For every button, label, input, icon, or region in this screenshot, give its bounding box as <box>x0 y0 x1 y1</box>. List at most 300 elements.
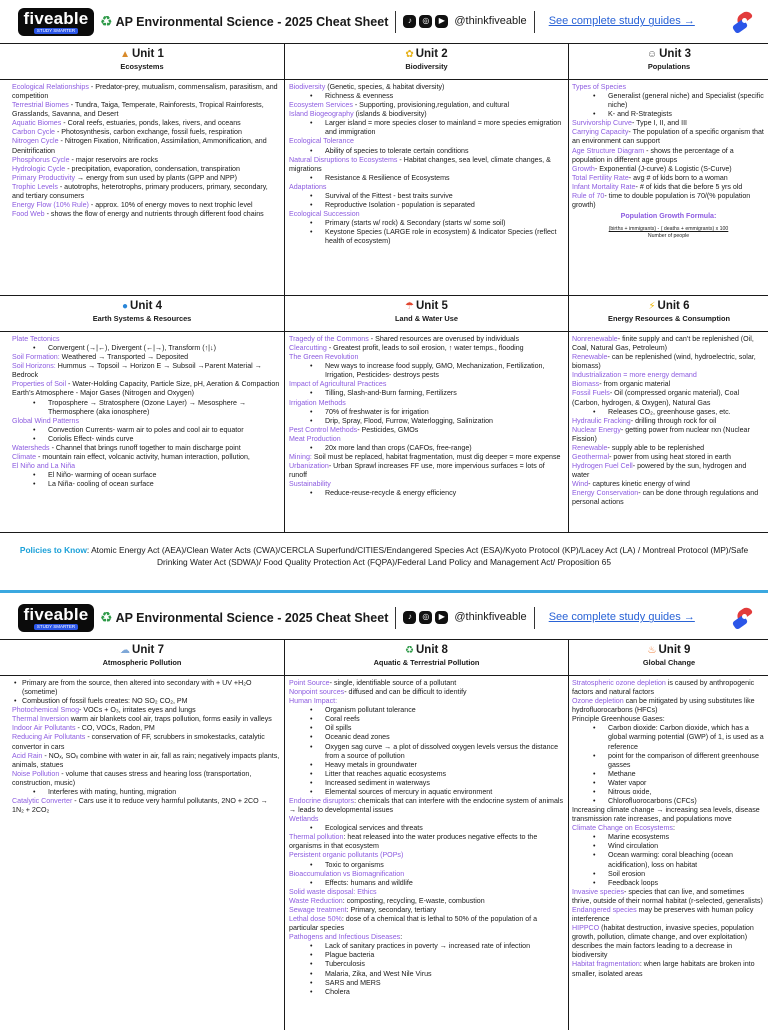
bullet-list <box>289 362 564 380</box>
note-line <box>572 83 765 92</box>
list-item: • Ocean warming: coral bleaching (ocean acidification), loss on habitat <box>572 851 765 869</box>
unit-8-panel <box>285 640 568 1030</box>
term-label: Trophic Levels <box>12 182 58 191</box>
term-description: - Supporting, provisioning,regulation, and cultural <box>352 101 510 110</box>
bullet-list <box>289 444 564 453</box>
term-description: : <box>672 824 675 833</box>
note-line <box>572 192 765 210</box>
note-line <box>12 724 280 733</box>
term-label: Sustainability <box>289 480 331 489</box>
term-description: - mountain rain effect, volcanic activity, human interaction, pollution, <box>36 453 250 462</box>
bullet-list <box>12 426 280 444</box>
recycle-icon: ♻ <box>405 645 414 656</box>
note-line <box>572 371 765 380</box>
note-line <box>289 833 564 851</box>
bullet-list <box>12 471 280 489</box>
term-description: - Greatest profit, leads to soil erosion, ↑ water temps., flooding <box>326 344 524 353</box>
term-label: Renewable <box>572 353 608 362</box>
list-item: • Reproductive Isolation - population is separated <box>289 201 564 210</box>
term-description: - avg # of kids born to a woman <box>628 173 728 182</box>
note-line <box>12 797 280 815</box>
note-line <box>572 183 765 192</box>
note-line <box>289 137 564 146</box>
term-description: warm air blankets cool air, traps pollution, forms easily in valleys <box>68 715 272 724</box>
unit-subtitle: Ecosystems <box>120 62 164 71</box>
row-divider <box>0 532 768 533</box>
list-item: • Interferes with mating, hunting, migration <box>12 788 280 797</box>
unit-body <box>285 80 568 246</box>
term-description: can be mitigated by using substitutes like hydrofluorocarbons (HFCs) <box>572 697 755 715</box>
note-line <box>12 156 280 165</box>
note-line <box>289 101 564 110</box>
term-label: Indoor Air Pollutants <box>12 724 76 733</box>
list-item: • Generalist (general niche) and Specialist (specific niche) <box>572 92 765 110</box>
policies-to-know <box>0 544 768 568</box>
fire-icon: ♨ <box>647 645 657 656</box>
term-label: Renewable <box>572 443 608 452</box>
unit-title: Unit 8 <box>416 644 448 656</box>
bullet-list <box>12 399 280 417</box>
term-description: - Water-Holding Capacity, Particle Size, pH, Aeration & Compaction Earth’s Atmosphere - Major Gases (Nitrogen and Oxygen) <box>12 380 280 398</box>
term-label: Irrigation Methods <box>289 398 346 407</box>
term-description: - Photosynthesis, carbon exchange, fossil fuels, respiration <box>54 128 242 137</box>
instagram-icon[interactable]: ◎ <box>419 15 432 28</box>
bullet-list <box>289 942 564 996</box>
note-line <box>12 770 280 788</box>
cloud-icon: ☁ <box>120 645 131 656</box>
rocket-icon <box>730 9 756 35</box>
note-line <box>12 417 280 426</box>
page-title: AP Environmental Science - 2025 Cheat Sheet <box>115 14 389 29</box>
list-item: • Primary are from the source, then altered into secondary with + UV +H₂O (sometime) <box>12 679 280 697</box>
term-description: - diffused and can be difficult to identify <box>344 688 467 697</box>
note-line <box>572 888 765 906</box>
fiveable-logo[interactable] <box>18 8 94 36</box>
note-line <box>289 797 564 815</box>
divider <box>534 607 535 629</box>
list-item: • Reduce-reuse-recycle & energy efficiency <box>289 489 564 498</box>
note-line <box>572 480 765 489</box>
note-line <box>572 353 765 371</box>
term-label: Geothermal <box>572 453 610 462</box>
unit-title: Unit 7 <box>132 644 164 656</box>
tiktok-icon[interactable]: ♪ <box>403 15 416 28</box>
term-description: - precipitation, evaporation, condensation, transpiration <box>65 164 240 173</box>
unit-subtitle: Populations <box>647 62 691 71</box>
note-line <box>572 335 765 353</box>
list-item: • Larger island = more species closer to mainland = more species emigration and immigration <box>289 119 564 137</box>
note-line <box>572 380 765 389</box>
term-label: Persistent organic pollutants (POPs) <box>289 851 404 860</box>
term-label: Acid Rain <box>12 751 43 760</box>
unit-body <box>569 332 768 507</box>
mountain-icon: ▲ <box>120 49 130 60</box>
term-label: Mining: <box>289 453 312 462</box>
term-label: Sewage treatment <box>289 905 347 914</box>
term-label: Nonrenewable <box>572 335 618 343</box>
term-label: Solid waste disposal: Ethics <box>289 887 377 896</box>
list-item: • Wind circulation <box>572 842 765 851</box>
term-label: Photochemical Smog <box>12 706 80 715</box>
unit-7-panel <box>0 640 284 1030</box>
policies-label: Policies to Know <box>19 545 87 555</box>
term-label: Biodiversity <box>289 83 326 91</box>
note-line <box>12 462 280 471</box>
unit-1-panel <box>0 44 284 295</box>
note-line: Principle Greenhouse Gases: <box>572 715 665 724</box>
term-description: (islands & biodiversity) <box>353 110 427 119</box>
page-title: AP Environmental Science - 2025 Cheat Sheet <box>115 610 389 625</box>
term-description: - major reservoirs are rocks <box>69 155 158 164</box>
list-item: • Coral reefs <box>289 715 564 724</box>
term-label: Natural Disruptions to Ecosystems <box>289 155 398 164</box>
list-item: • Ability of species to tolerate certain conditions <box>289 147 564 156</box>
social-handle[interactable]: @thinkfiveable <box>454 15 527 28</box>
note-line <box>572 426 765 444</box>
term-label: Phosphorus Cycle <box>12 155 70 164</box>
note-line <box>12 101 280 119</box>
term-description: - species that can live, and sometimes thrive, outside of their normal habitat (r-selected, generalists) <box>572 887 763 905</box>
list-item: • Plague bacteria <box>289 951 564 960</box>
unit-2-panel <box>285 44 568 295</box>
note-line <box>289 870 564 879</box>
note-line <box>572 697 765 715</box>
term-description: - single, identifiable source of a pollutant <box>329 679 457 687</box>
list-item: • Lack of sanitary practices in poverty → increased rate of infection <box>289 942 564 951</box>
term-label: Waste Reduction <box>289 896 343 905</box>
note-line <box>289 851 564 860</box>
term-description: - conservation of FF, scrubbers in smokestacks, catalytic convertor in cars <box>12 733 265 751</box>
youtube-icon[interactable]: ▶ <box>435 15 448 28</box>
note-line <box>572 389 765 407</box>
term-label: Terrestrial Biomes <box>12 101 69 110</box>
term-label: Types of Species <box>572 83 627 91</box>
unit-subtitle: Global Change <box>642 658 696 667</box>
unit-header <box>285 640 568 676</box>
study-guides-link[interactable]: See complete study guides → <box>548 611 695 624</box>
unit-title: Unit 9 <box>658 644 691 656</box>
unit-title: Unit 1 <box>131 48 164 60</box>
note-line <box>289 679 564 688</box>
term-label: Soil Horizons: <box>12 362 56 371</box>
term-label: Pest Control Methods <box>289 425 358 434</box>
term-label: Human Impact: <box>289 697 338 706</box>
bullet-list <box>289 219 564 246</box>
unit-body <box>0 676 284 815</box>
list-item: • Cholera <box>289 988 564 997</box>
unit-subtitle: Energy Resources & Consumption <box>608 314 730 323</box>
term-label: Rule of 70 <box>572 191 605 200</box>
term-description: - Exponential (J-curve) & Logistic (S-Curve) <box>594 164 732 173</box>
list-item: • K- and R-Strategists <box>572 110 765 119</box>
formula-title: Population Growth Formula: <box>620 212 717 221</box>
note-line <box>289 399 564 408</box>
term-label: Ecosystem Services <box>289 101 353 110</box>
bullet-list <box>289 824 564 833</box>
social-handle[interactable]: @thinkfiveable <box>454 611 527 624</box>
list-item: • Toxic to organisms <box>289 861 564 870</box>
term-label: Total Fertility Rate <box>572 173 629 182</box>
term-label: Tragedy of the Commons <box>289 335 369 343</box>
list-item: • Oil spills <box>289 724 564 733</box>
unit-header <box>569 296 768 332</box>
note-line <box>12 335 280 344</box>
policies-text: : Atomic Energy Act (AEA)/Clean Water Acts (CWA)/CERCLA Superfund/CITIES/Endangered Species Act (ESA)/Kyoto Protocol (KP)/Lacey Act (LA) / Montreal Protocol (MP)/Safe Drinking Water Act (SDWA)/ Food Quality Protection Act (FQPA)/Federal Land Policy and Management Act/ Proposition 65 <box>86 545 749 567</box>
term-label: Thermal Inversion <box>12 715 69 724</box>
bullet-list <box>289 147 564 156</box>
fiveable-logo[interactable] <box>18 604 94 632</box>
note-line <box>289 915 564 933</box>
list-item: • Increased sediment in waterways <box>289 779 564 788</box>
term-label: Habitat fragmentation <box>572 960 640 969</box>
unit-6-panel <box>569 296 768 532</box>
bullet-list <box>289 489 564 498</box>
logo-text: fiveable <box>23 604 89 624</box>
list-item: • 20x more land than crops (CAFOs, free-range) <box>289 444 564 453</box>
unit-body <box>0 80 284 219</box>
bullet-list <box>289 192 564 210</box>
term-description: - CO, VOCs, Radon, PM <box>75 724 155 733</box>
note-line <box>572 906 765 924</box>
note-line <box>12 201 280 210</box>
note-line <box>12 362 280 380</box>
term-label: Bioaccumulation vs Biomagnification <box>289 869 405 878</box>
unit-body <box>285 676 568 997</box>
note-line <box>289 156 564 174</box>
bullet-list <box>289 92 564 101</box>
youtube-icon[interactable]: ▶ <box>435 611 448 624</box>
term-label: Carbon Cycle <box>12 128 55 137</box>
note-line <box>289 933 564 942</box>
term-description: - shows the percentage of a population in different age groups <box>572 146 734 164</box>
list-item: • El Niño- warming of ocean surface <box>12 471 280 480</box>
unit-body <box>285 332 568 498</box>
term-description: : composting, recycling, E-waste, combustion <box>342 896 485 905</box>
term-label: Adaptations <box>289 182 327 191</box>
term-label: Invasive species <box>572 887 625 896</box>
page-header <box>0 0 768 44</box>
unit-body <box>0 332 284 489</box>
term-label: El Niño and La Niña <box>12 462 76 471</box>
unit-title: Unit 3 <box>659 48 692 60</box>
term-label: Energy Conservation <box>572 489 639 498</box>
note-line <box>572 147 765 165</box>
list-item: • Drip, Spray, Flood, Furrow, Waterlogging, Salinization <box>289 417 564 426</box>
term-label: Ecological Relationships <box>12 83 89 91</box>
note-line <box>12 137 280 155</box>
unit-title: Unit 4 <box>130 300 162 312</box>
list-item: • Oceanic dead zones <box>289 733 564 742</box>
list-item: • Convergent (→|←), Divergent (←|→), Transform (↑|↓) <box>12 344 280 353</box>
term-description: - getting power from nuclear rxn (Nuclear Fission) <box>572 425 750 443</box>
term-label: Nonpoint sources <box>289 688 345 697</box>
page-separator <box>0 590 768 593</box>
note-line <box>12 83 280 101</box>
list-item: • Primary (starts w/ rock) & Secondary (starts w/ some soil) <box>289 219 564 228</box>
recycle-icon: ♻ <box>100 608 113 625</box>
term-description: Soil must be replaced, habitat fragmentation, must dig deeper = more expense <box>311 453 561 462</box>
umbrella-icon: ☂ <box>405 301 414 312</box>
term-label: Biomass <box>572 380 600 389</box>
term-label: Ecological Tolerance <box>289 137 354 146</box>
term-description: → energy from sun used by plants (GPP and NPP) <box>75 173 237 182</box>
globe-icon: ● <box>122 301 129 312</box>
bullet-list <box>12 344 280 353</box>
note-line <box>572 174 765 183</box>
list-item: • Richness & evenness <box>289 92 564 101</box>
term-description: - supply able to be replenished <box>607 443 705 452</box>
term-description: - drilling through rock for oil <box>630 416 717 425</box>
note-line <box>572 417 765 426</box>
list-item: • Feedback loops <box>572 879 765 888</box>
instagram-icon[interactable]: ◎ <box>419 611 432 624</box>
term-description: (Genetic, species, & habitat diversity) <box>325 83 445 91</box>
list-item: • Troposphere → Stratosphere (Ozone Layer) → Mesosphere → Thermosphere (aka ionosphere) <box>12 399 280 417</box>
term-description: : chemicals that can interfere with the endocrine system of animals → leads to developmental issues <box>289 797 564 815</box>
note-line <box>289 815 564 824</box>
list-item: • SARS and MERS <box>289 979 564 988</box>
note-line <box>572 960 765 978</box>
note-line <box>12 706 280 715</box>
term-description: - finite supply and can’t be replenished (Oil, Coal, Natural Gas, Petroleum) <box>572 335 754 353</box>
bullet-list <box>572 724 765 806</box>
study-guides-link[interactable]: See complete study guides → <box>548 15 695 28</box>
units-row-2 <box>0 296 768 532</box>
term-label: Climate Change on Ecosystems <box>572 824 673 833</box>
term-label: Watersheds <box>12 443 50 452</box>
unit-3-panel <box>569 44 768 295</box>
term-label: Pathogens and Infectious Diseases <box>289 933 401 942</box>
unit-4-panel <box>0 296 284 532</box>
term-description: : when large habitats are broken into smaller, isolated areas <box>572 960 755 978</box>
note-line <box>289 344 564 353</box>
term-label: Impact of Agricultural Practices <box>289 380 387 389</box>
term-label: Endangered species <box>572 905 637 914</box>
note-line <box>289 897 564 906</box>
term-label: Nitrogen Cycle <box>12 137 59 146</box>
unit-body <box>569 80 768 240</box>
term-description: - Channel that brings runoff together to main discharge point <box>49 443 241 452</box>
term-description: - autotrophs, heterotrophs, primary producers, primary, secondary, and tertiary consumers <box>12 182 268 200</box>
note-line <box>572 679 765 697</box>
note-line <box>289 380 564 389</box>
unit-header <box>0 640 284 676</box>
term-label: Wind <box>572 480 589 489</box>
unit-subtitle: Atmospheric Pollution <box>102 658 182 667</box>
list-item: • Marine ecosystems <box>572 833 765 842</box>
bullet-list <box>572 92 765 119</box>
note-line <box>572 444 765 453</box>
list-item: • Coriolis Effect- winds curve <box>12 435 280 444</box>
bullet-list <box>572 408 765 417</box>
list-item: • La Niña- cooling of ocean surface <box>12 480 280 489</box>
term-label: Properties of Soil <box>12 380 67 389</box>
note-line <box>289 462 564 480</box>
list-item: • New ways to increase food supply, GMO, Mechanization, Fertilization, Irrigation, Pesticides- destroys pests <box>289 362 564 380</box>
note-line: Increasing climate change → increasing sea levels, disease transmission rate increases, and populations move <box>572 806 760 824</box>
bullet-list <box>289 174 564 183</box>
term-label: Wetlands <box>289 815 319 824</box>
list-item: • Soil erosion <box>572 870 765 879</box>
note-line <box>12 733 280 751</box>
term-description: - Pesticides, GMOs <box>357 425 419 434</box>
note-line <box>12 174 280 183</box>
term-label: Energy Flow (10% Rule) <box>12 201 89 210</box>
formula-numerator: (births + immigrants) - ( deaths + emmigrants) x 100 <box>608 226 729 233</box>
unit-subtitle: Biodiversity <box>405 62 448 71</box>
unit-subtitle: Land & Water Use <box>395 314 458 323</box>
term-label: Clearcutting <box>289 344 327 353</box>
bullet-list <box>572 833 765 887</box>
term-description: : heat released into the water produces negative effects to the organisms in that ecosystem <box>289 833 538 851</box>
list-item: • 70% of freshwater is for irrigation <box>289 408 564 417</box>
logo-subtext: STUDY SMARTER <box>34 624 78 630</box>
term-description: - approx. 10% of energy moves to next trophic level <box>88 201 253 210</box>
term-description: - Urban Sprawl increases FF use, more impervious surfaces = lots of runoff <box>289 462 545 480</box>
term-label: Climate <box>12 453 37 462</box>
note-line <box>572 924 765 960</box>
term-label: Point Source <box>289 679 330 687</box>
term-description: Hummus → Topsoil → Horizon E → Subsoil →Parent Material → Bedrock <box>12 362 262 380</box>
term-description: - from organic material <box>599 380 671 389</box>
note-line <box>12 453 280 462</box>
unit-title: Unit 2 <box>415 48 448 60</box>
note-line <box>289 83 564 92</box>
term-label: Thermal pollution <box>289 833 344 842</box>
unit-title: Unit 5 <box>416 300 448 312</box>
note-line <box>572 462 765 480</box>
term-description: - powered by the sun, hydrogen and water <box>572 462 747 480</box>
note-line <box>12 128 280 137</box>
term-label: Endocrine disruptors <box>289 797 355 806</box>
bullet-list <box>289 861 564 870</box>
list-item: • Heavy metals in groundwater <box>289 761 564 770</box>
term-description: - shows the flow of energy and nutrients through different food chains <box>44 210 264 219</box>
term-label: Carrying Capacity <box>572 128 629 137</box>
bullet-list <box>12 788 280 797</box>
rocket-icon <box>730 605 756 631</box>
term-label: Industrialization = more energy demand <box>572 371 697 380</box>
tiktok-icon[interactable]: ♪ <box>403 611 416 624</box>
list-item: • Resistance & Resilience of Ecosystems <box>289 174 564 183</box>
list-item: • Methane <box>572 770 765 779</box>
term-label: Global Wind Patterns <box>12 416 80 425</box>
term-description: - can be replenished (wind, hydroelectric, solar, biomass) <box>572 353 756 371</box>
units-row-1 <box>0 44 768 295</box>
unit-title: Unit 6 <box>657 300 690 312</box>
note-line <box>289 480 564 489</box>
list-item: • Tuberculosis <box>289 960 564 969</box>
term-description: : <box>400 933 403 942</box>
note-line <box>572 165 765 174</box>
bullet-list <box>289 408 564 426</box>
term-label: Infant Mortality Rate <box>572 182 636 191</box>
note-line <box>572 824 765 833</box>
list-item: • point for the comparison of different greenhouse gasses <box>572 752 765 770</box>
term-label: Age Structure Diagram <box>572 146 645 155</box>
note-line <box>12 715 280 724</box>
term-label: Stratospheric ozone depletion <box>572 679 666 687</box>
logo-subtext: STUDY SMARTER <box>34 28 78 34</box>
note-line <box>289 435 564 444</box>
term-label: Food Web <box>12 210 45 219</box>
list-item: • Combustion of fossil fuels creates: NO SO₂ CO₂, PM <box>12 697 280 706</box>
note-line <box>12 165 280 174</box>
divider <box>395 11 396 33</box>
list-item: • Elemental sources of mercury in aquatic environment <box>289 788 564 797</box>
unit-subtitle: Earth Systems & Resources <box>92 314 192 323</box>
term-description: - captures kinetic energy of wind <box>588 480 690 489</box>
